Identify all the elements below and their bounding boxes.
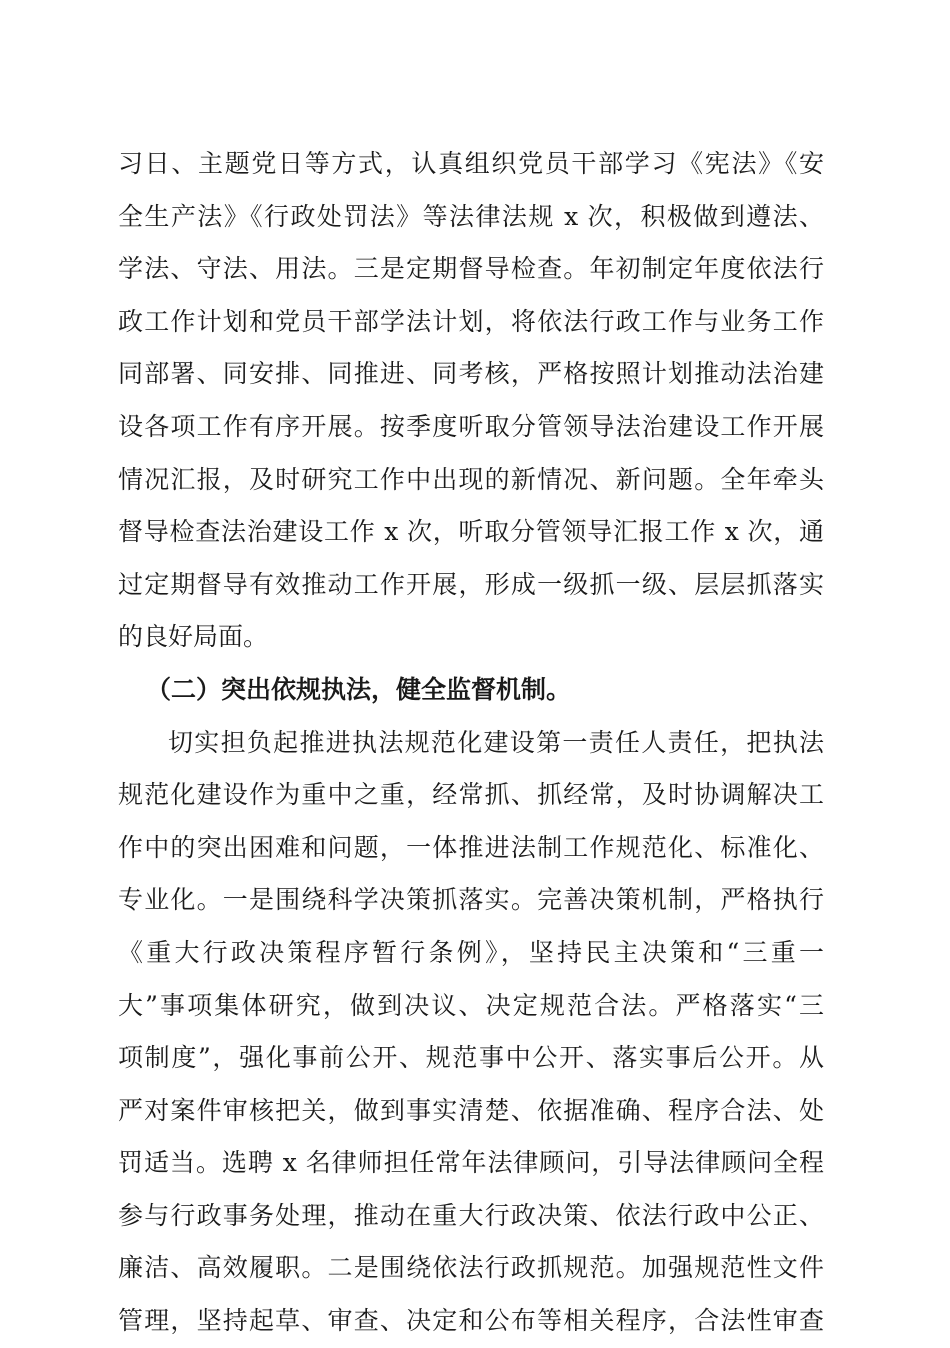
paragraph-line: 《重大行政决策程序暂行条例》，坚持民主决策和“三重一 (118, 937, 824, 967)
paragraph-line: 大”事项集体研究，做到决议、决定规范合法。严格落实“三 (118, 990, 824, 1020)
paragraph-line: 廉洁、高效履职。二是围绕依法行政抓规范。加强规范性文件 (118, 1253, 824, 1283)
paragraph-line: 参与行政事务处理，推动在重大行政决策、依法行政中公正、 (118, 1200, 824, 1230)
paragraph-line: 设各项工作有序开展。按季度听取分管领导法治建设工作开展 (118, 411, 824, 441)
paragraph-line: 学法、守法、用法。三是定期督导检查。年初制定年度依法行 (118, 254, 824, 284)
paragraph-line: 专业化。一是围绕科学决策抓落实。完善决策机制，严格执行 (118, 885, 824, 915)
paragraph-line: 同部署、同安排、同推进、同考核，严格按照计划推动法治建 (118, 359, 824, 389)
paragraph-line: 规范化建设作为重中之重，经常抓、抓经常，及时协调解决工 (118, 780, 824, 810)
section-heading: （二）突出依规执法，健全监督机制。 (146, 674, 572, 704)
paragraph-line: 切实担负起推进执法规范化建设第一责任人责任，把执法 (168, 727, 824, 757)
paragraph-line: 作中的突出困难和问题，一体推进法制工作规范化、标准化、 (118, 832, 824, 862)
paragraph-line: 情况汇报，及时研究工作中出现的新情况、新问题。全年牵头 (118, 464, 824, 494)
paragraph-line: 全生产法》《行政处罚法》等法律法规 x 次，积极做到遵法、 (118, 201, 824, 231)
paragraph-line: 督导检查法治建设工作 x 次，听取分管领导汇报工作 x 次，通 (118, 517, 824, 547)
paragraph-line: 严对案件审核把关，做到事实清楚、依据准确、程序合法、处 (118, 1095, 824, 1125)
document-body (118, 138, 824, 1348)
paragraph-line: 过定期督导有效推动工作开展，形成一级抓一级、层层抓落实 (118, 569, 824, 599)
paragraph-line: 的良好局面。 (118, 622, 269, 652)
paragraph-line: 管理，坚持起草、审查、决定和公布等相关程序，合法性审查 (118, 1306, 824, 1336)
paragraph-line: 政工作计划和党员干部学法计划，将依法行政工作与业务工作 (118, 306, 824, 336)
paragraph-line: 罚适当。选聘 x 名律师担任常年法律顾问，引导法律顾问全程 (118, 1148, 824, 1178)
paragraph-line: 习日、主题党日等方式，认真组织党员干部学习《宪法》《安 (118, 149, 824, 178)
paragraph-line: 项制度”，强化事前公开、规范事中公开、落实事后公开。从 (118, 1043, 824, 1073)
